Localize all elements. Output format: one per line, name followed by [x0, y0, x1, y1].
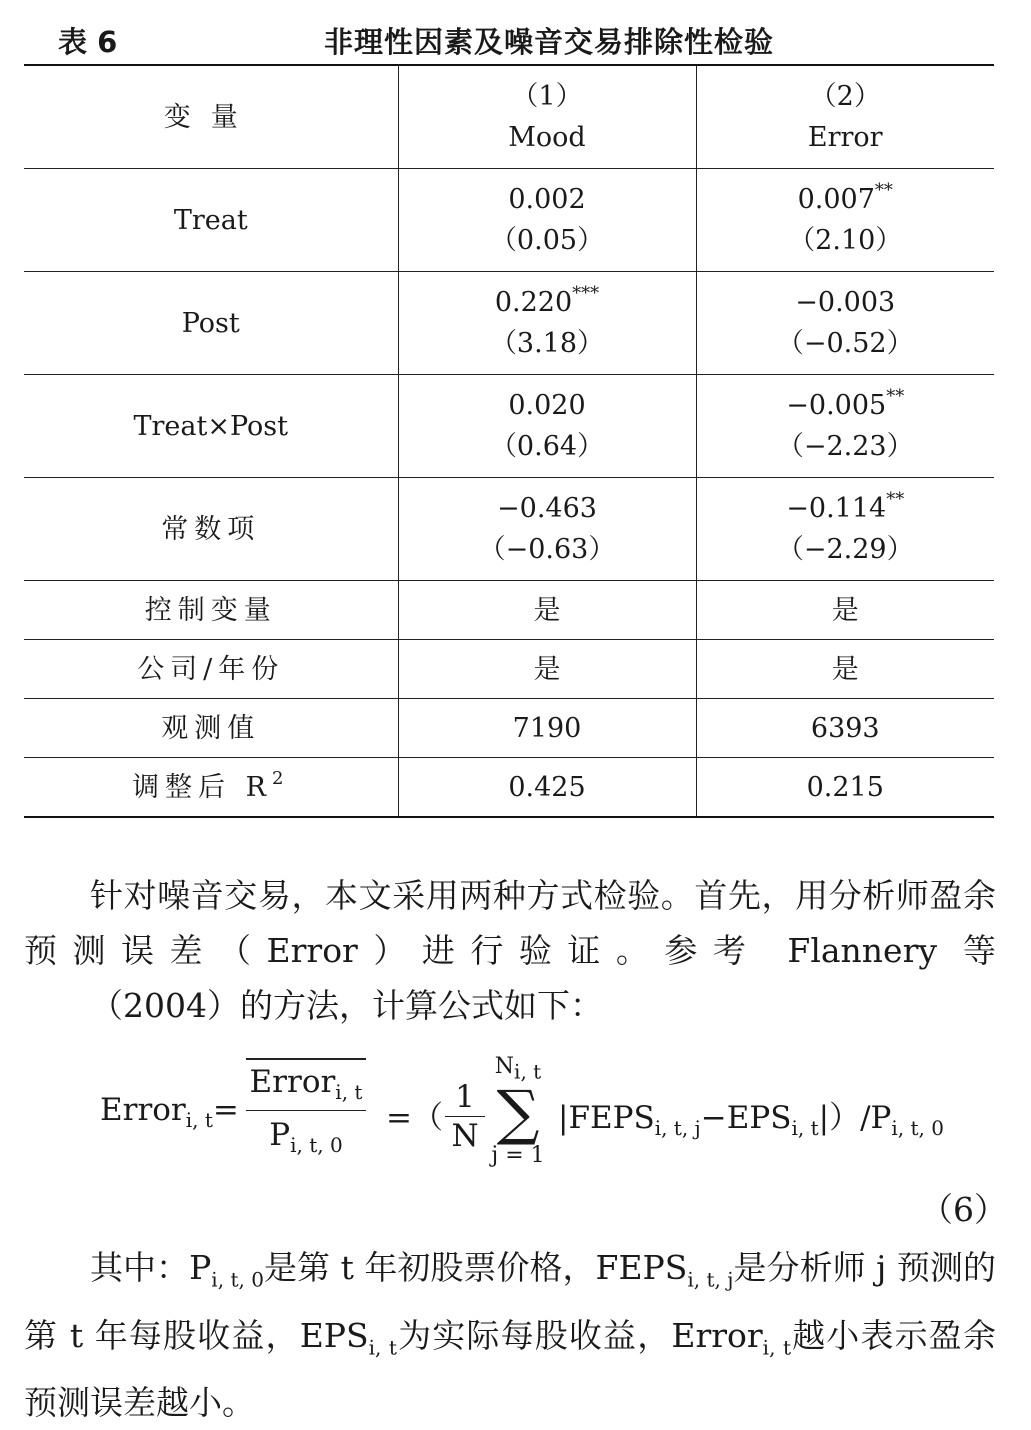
paragraph-1: 针对噪音交易，本文采用两种方式检验。首先，用分析师盈余预测误差（Error）进行验证。参考 Flannery 等 （2004）的方法，计算公式如下： [24, 876, 996, 1025]
table-cell: −0.114** （−2.29） [696, 478, 994, 581]
header-col-1: （1） Mood [398, 65, 696, 169]
table-row [24, 640, 994, 699]
equation-number: （6） [920, 1190, 1007, 1229]
row-label: Treat [24, 169, 398, 272]
error-formula: Error$_{i, t}$= Error$_{i, t}$ $P_{i, t, 0}$ =（ 1 N $N_{i, t}$ ∑ j = 1 $|FEPS_{i, t, j}-EPS_{i, t}|)/P_{i, t, 0}$ [100, 1054, 944, 1169]
row-label: 常数项 [24, 478, 398, 581]
row-label: 控制变量 [24, 581, 398, 640]
table-cell: 0.220*** （3.18） [398, 272, 696, 375]
regression-table [24, 64, 994, 818]
header-col-2: （2） Error [696, 65, 994, 169]
row-label: Post [24, 272, 398, 375]
table-cell: 是 [398, 640, 696, 699]
table-row [24, 699, 994, 758]
table-title: 非理性因素及噪音交易排除性检验 [324, 25, 775, 59]
table-cell: 6393 [696, 699, 994, 758]
table-number: 表 6 [58, 25, 118, 59]
formula-lhs: Error$_{i, t}$= [100, 1092, 239, 1133]
table-row [24, 169, 994, 272]
table-row [24, 375, 994, 478]
row-label: 公司/年份 [24, 640, 398, 699]
table-header-row [24, 65, 994, 169]
paragraph-2: 其中：$P_{i, t, 0}$是第 t 年初股票价格，$FEPS_{i, t, j}$是分析师 j 预测的第 t 年每股收益，$EPS_{i, t}$为实际每股收益，Error$_{i, t}$越小表示盈余预测误差越小。 [24, 1248, 996, 1423]
table-caption [24, 14, 994, 62]
table-cell: −0.463 （−0.63） [398, 478, 696, 581]
row-label: Treat×Post [24, 375, 398, 478]
table-row [24, 478, 994, 581]
table-row [24, 581, 994, 640]
table-cell: 是 [696, 640, 994, 699]
formula-one-over-n: 1 N [445, 1078, 485, 1155]
table-cell: 0.215 [696, 758, 994, 818]
table-cell: 0.020 （0.64） [398, 375, 696, 478]
table-cell: 是 [696, 581, 994, 640]
header-variable: 变量 [163, 101, 258, 133]
table-cell: 0.425 [398, 758, 696, 818]
row-label: 调整后 $R^2$ [24, 758, 398, 818]
formula-fraction: Error$_{i, t}$ $P_{i, t, 0}$ [246, 1058, 366, 1157]
table-cell: 是 [398, 581, 696, 640]
formula-rhs: $|FEPS_{i, t, j}-EPS_{i, t}|)/P_{i, t, 0}$ [558, 1100, 944, 1141]
table-row [24, 272, 994, 375]
table-cell: 0.007** （2.10） [696, 169, 994, 272]
table-cell: 7190 [398, 699, 696, 758]
row-label: 观测值 [24, 699, 398, 758]
table-cell: −0.003 （−0.52） [696, 272, 994, 375]
table-row [24, 758, 994, 818]
summation-symbol: $N_{i, t}$ ∑ j = 1 [491, 1054, 545, 1169]
table-cell: −0.005** （−2.23） [696, 375, 994, 478]
table-cell: 0.002 （0.05） [398, 169, 696, 272]
